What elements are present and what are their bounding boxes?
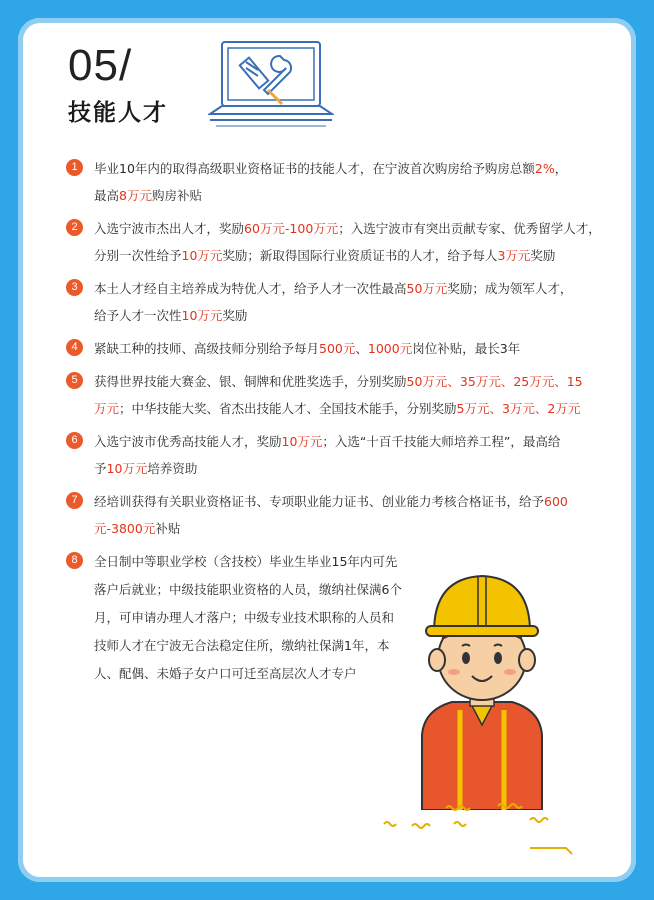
laptop-tools-icon (208, 40, 334, 128)
highlight: 10万元 (106, 461, 148, 476)
highlight: 8万元 (119, 188, 152, 203)
text: 补贴 (155, 521, 181, 536)
highlight: 3万元 (497, 248, 531, 263)
ground-decoration (380, 800, 590, 862)
text: 奖励；新取得国际行业资质证书的人才，给予每人 (222, 248, 498, 263)
text: 本土人才经自主培养成为特优人才，给予人才一次性最高 (94, 281, 407, 296)
item-line (94, 368, 596, 395)
benefit-item-3 (66, 275, 596, 329)
item-line: 技师人才在宁波无合法稳定住所，缴纳社保满1年，本 (94, 638, 390, 653)
highlight: 10万元 (181, 248, 223, 263)
item-line (94, 302, 596, 329)
text: 分别一次性给予 (94, 248, 182, 263)
benefit-item-1 (66, 155, 596, 209)
text: 培养资助 (147, 461, 198, 476)
item-number-badge: 6 (66, 432, 83, 449)
item-number-badge: 4 (66, 339, 83, 356)
text: 紧缺工种的技师、高级技师分别给予每月 (94, 341, 320, 356)
benefit-item-7 (66, 488, 596, 542)
item-line: 全日制中等职业学校（含技校）毕业生毕业15年内可先 (94, 554, 398, 569)
item-line (94, 488, 596, 515)
highlight: 10万元 (181, 308, 223, 323)
highlight: 万元 (94, 401, 120, 416)
text: ；中华技能大奖、省杰出技能人才、全国技术能手，分别奖励 (119, 401, 457, 416)
text: 获得世界技能大赛金、银、铜牌和优胜奖选手，分别奖励 (94, 374, 407, 389)
highlight: 元-3800元 (94, 521, 156, 536)
benefit-item-6 (66, 428, 596, 482)
item-line (94, 155, 596, 182)
item-line (94, 428, 596, 455)
highlight: 600 (544, 494, 568, 509)
section-number: 05/ (68, 41, 133, 90)
text: 入选宁波市优秀高技能人才，奖励 (94, 434, 282, 449)
highlight: 5万元、3万元、2万元 (456, 401, 581, 416)
highlight: 50万元 (406, 281, 448, 296)
text: 予 (94, 461, 107, 476)
text: 奖励；成为领军人才， (447, 281, 573, 296)
text: 最高 (94, 188, 120, 203)
item-number-badge: 2 (66, 219, 83, 236)
highlight: 1000元 (367, 341, 413, 356)
text: 入选宁波市杰出人才，奖励 (94, 221, 245, 236)
highlight: 60万元-100万元 (244, 221, 339, 236)
section-title: 技能人才 (68, 100, 168, 126)
item-line: 落户后就业；中级技能职业资格的人员，缴纳社保满6个 (94, 582, 402, 597)
text: 毕业10年内的取得高级职业资格证书的技能人才，在宁波首次购房给予购房总额 (94, 161, 535, 176)
highlight: 2% (534, 161, 555, 176)
item-line (94, 275, 596, 302)
item-line (94, 215, 601, 242)
text: 给予人才一次性 (94, 308, 182, 323)
highlight: 50万元、35万元、25万元、15 (406, 374, 583, 389)
text: 奖励 (222, 308, 248, 323)
highlight: 10万元 (281, 434, 323, 449)
item-line (94, 515, 596, 542)
item-line (94, 455, 596, 482)
text: 经培训获得有关职业资格证书、专项职业能力证书、创业能力考核合格证书，给予 (94, 494, 545, 509)
item-line (94, 182, 596, 209)
text: ；入选“十百千技能大师培养工程”，最高给 (322, 434, 561, 449)
item-number-badge: 5 (66, 372, 83, 389)
highlight: 500元 (319, 341, 356, 356)
item-number-badge: 7 (66, 492, 83, 509)
worker-illustration (382, 560, 582, 810)
item-line (94, 335, 596, 362)
text: ， (554, 161, 568, 176)
item-number-badge: 8 (66, 552, 83, 569)
item-line (94, 242, 596, 269)
item-line: 人、配偶、未婚子女户口可迁至高层次人才专户 (94, 666, 357, 681)
item-number-badge: 3 (66, 279, 83, 296)
text: 岗位补贴，最长3年 (412, 341, 521, 356)
text: 购房补贴 (151, 188, 202, 203)
benefit-item-2 (66, 215, 601, 269)
benefit-item-4 (66, 335, 596, 362)
text: ；入选宁波市有突出贡献专家、优秀留学人才， (338, 221, 601, 236)
text: 、 (355, 341, 368, 356)
benefit-item-5 (66, 368, 596, 422)
item-number-badge: 1 (66, 159, 83, 176)
item-line (94, 395, 596, 422)
text: 奖励 (530, 248, 556, 263)
item-line: 月，可申请办理人才落户；中级专业技术职称的人员和 (94, 610, 395, 625)
